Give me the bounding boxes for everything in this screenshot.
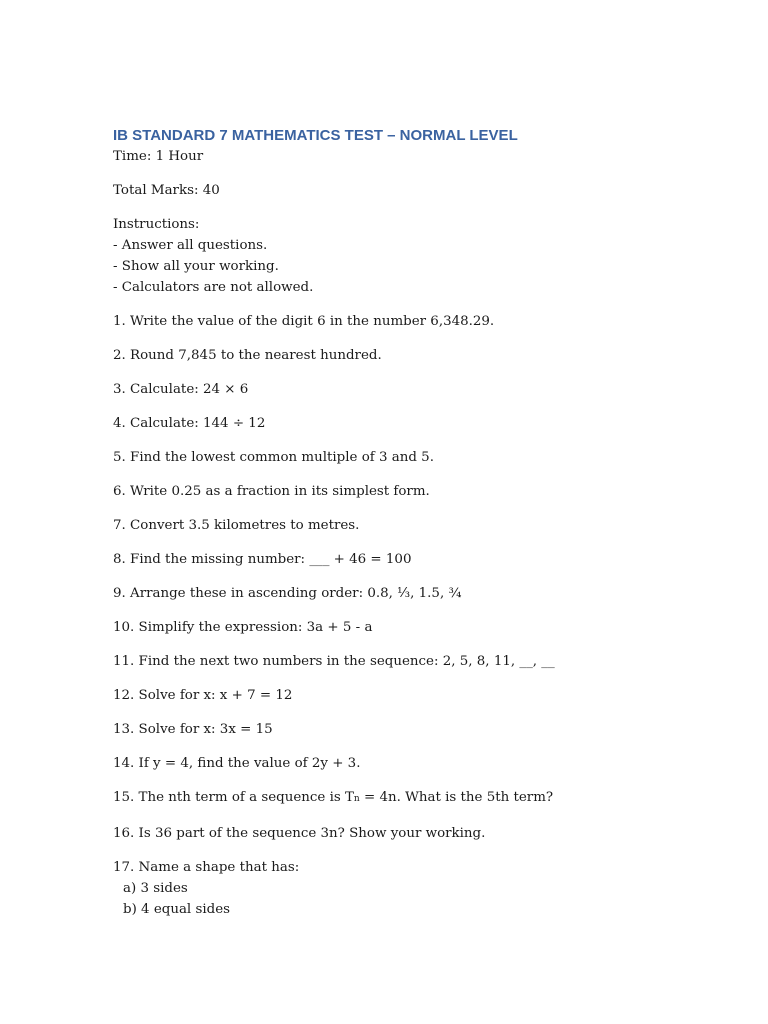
question-3: 3. Calculate: 24 × 6 (113, 382, 249, 397)
instructions-block (113, 214, 673, 298)
question-5: 5. Find the lowest common multiple of 3 and 5. (113, 450, 434, 465)
question-7: 7. Convert 3.5 kilometres to metres. (113, 518, 360, 533)
question-4: 4. Calculate: 144 ÷ 12 (113, 416, 266, 431)
question-16: 16. Is 36 part of the sequence 3n? Show your working. (113, 826, 486, 841)
question-8: 8. Find the missing number: ___ + 46 = 100 (113, 552, 412, 567)
question-17-part-a: a) 3 sides (123, 881, 188, 896)
question-17-part-b: b) 4 equal sides (123, 902, 230, 917)
instruction-item: - Show all your working. (113, 259, 279, 274)
instruction-item: - Answer all questions. (113, 238, 268, 253)
question-11: 11. Find the next two numbers in the sequence: 2, 5, 8, 11, __, __ (113, 654, 555, 669)
question-10: 10. Simplify the expression: 3a + 5 - a (113, 620, 373, 635)
question-1: 1. Write the value of the digit 6 in the number 6,348.29. (113, 314, 495, 329)
time-line: Time: 1 Hour (113, 149, 204, 164)
instructions-heading: Instructions: (113, 217, 200, 232)
test-page (113, 126, 673, 920)
question-15-subscript: n (353, 794, 360, 804)
question-17 (113, 857, 673, 920)
question-15-text-end: = 4n. What is the 5th term? (359, 790, 554, 805)
question-2: 2. Round 7,845 to the nearest hundred. (113, 348, 382, 363)
instruction-item: - Calculators are not allowed. (113, 280, 314, 295)
page-title: IB STANDARD 7 MATHEMATICS TEST – NORMAL LEVEL (113, 127, 518, 144)
question-13: 13. Solve for x: 3x = 15 (113, 722, 273, 737)
question-6: 6. Write 0.25 as a fraction in its simplest form. (113, 484, 430, 499)
question-15-text: 15. The nth term of a sequence is T (113, 790, 354, 805)
question-12: 12. Solve for x: x + 7 = 12 (113, 688, 293, 703)
question-17-stem: 17. Name a shape that has: (113, 860, 300, 875)
total-marks-line: Total Marks: 40 (113, 183, 220, 198)
question-9: 9. Arrange these in ascending order: 0.8, ⅓, 1.5, ¾ (113, 586, 462, 601)
question-14: 14. If y = 4, find the value of 2y + 3. (113, 756, 361, 771)
question-15 (113, 787, 673, 810)
